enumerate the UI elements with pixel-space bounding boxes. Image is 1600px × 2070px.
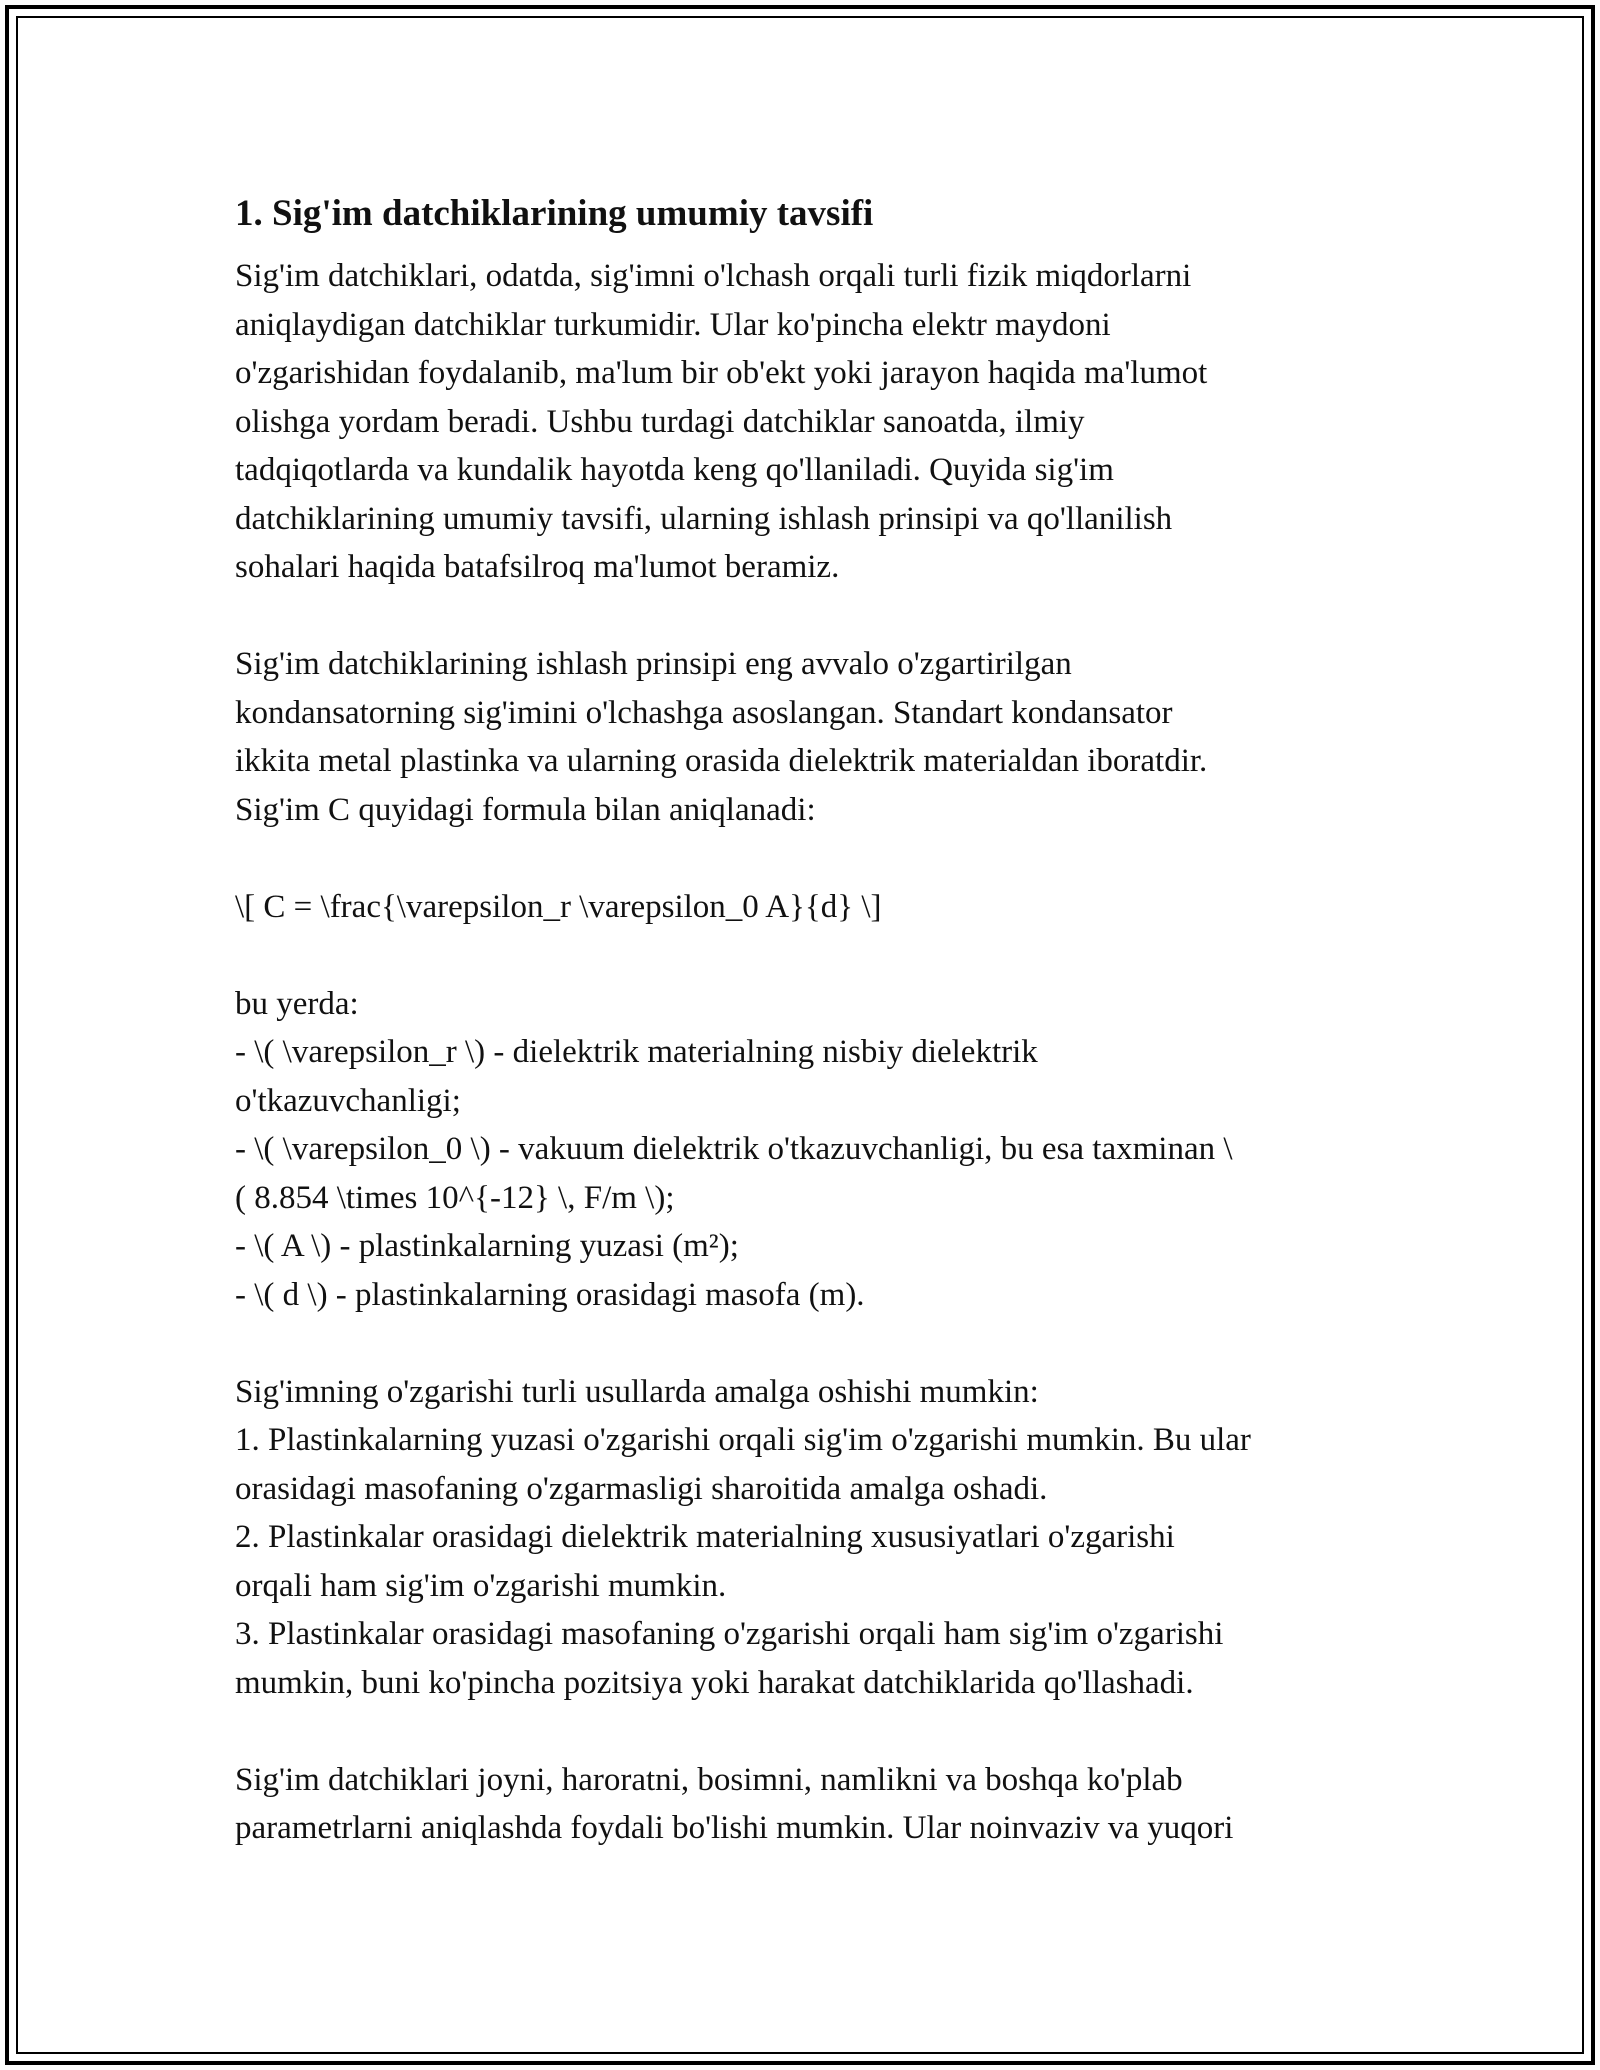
text-line: ikkita metal plastinka va ularning orasida dielektrik materialdan iboratdir. xyxy=(235,743,1208,779)
text-line: Sig'im datchiklari joyni, haroratni, bosimni, namlikni va boshqa ko'plab xyxy=(235,1761,1183,1798)
text-line: tadqiqotlarda va kundalik hayotda keng qo'llaniladi. Quyida sig'im xyxy=(235,452,1114,488)
text-line: orqali ham sig'im o'zgarishi mumkin. xyxy=(235,1567,727,1604)
text-line: kondansatorning sig'imini o'lchashga asoslangan. Standart kondansator xyxy=(235,694,1173,731)
text-line: olishga yordam beradi. Ushbu turdagi datchiklar sanoatda, ilmiy xyxy=(235,403,1085,440)
blank-line xyxy=(235,931,1385,980)
text-line: datchiklarining umumiy tavsifi, ularning ishlash prinsipi va qo'llanilish xyxy=(235,500,1173,537)
text-line: mumkin, buni ko'pincha pozitsiya yoki harakat datchiklarida qo'llashadi. xyxy=(235,1664,1194,1701)
text-line: Sig'im datchiklari, odatda, sig'imni o'lchash orqali turli fizik miqdorlarni xyxy=(235,258,1192,294)
text-line: Sig'im C quyidagi formula bilan aniqlanadi: xyxy=(235,791,816,828)
text-line: 1. Plastinkalarning yuzasi o'zgarishi orqali sig'im o'zgarishi mumkin. Bu ular xyxy=(235,1422,1251,1458)
blank-line xyxy=(235,1707,1385,1756)
text-line: Sig'im datchiklarining ishlash prinsipi eng avvalo o'zgartirilgan xyxy=(235,646,1072,682)
text-line: bu yerda: xyxy=(235,985,359,1022)
text-line: ( 8.854 \times 10^{-12} \, F/m \); xyxy=(235,1179,675,1216)
text-line: parametrlarni aniqlashda foydali bo'lishi mumkin. Ular noinvaziv va yuqori xyxy=(235,1810,1234,1846)
text-line: o'zgarishidan foydalanib, ma'lum bir ob'ekt yoki jarayon haqida ma'lumot xyxy=(235,355,1208,391)
blank-line xyxy=(235,592,1385,641)
text-line: aniqlaydigan datchiklar turkumidir. Ular ko'pincha elektr maydoni xyxy=(235,306,1111,343)
text-line: - \( A \) - plastinkalarning yuzasi (m²); xyxy=(235,1228,739,1264)
blank-line xyxy=(235,834,1385,883)
text-line: - \( \varepsilon_0 \) - vakuum dielektrik o'tkazuvchanligi, bu esa taxminan \ xyxy=(235,1131,1233,1167)
text-line: o'tkazuvchanligi; xyxy=(235,1082,461,1119)
text-line: 2. Plastinkalar orasidagi dielektrik materialning xususiyatlari o'zgarishi xyxy=(235,1519,1175,1555)
text-line: sohalari haqida batafsilroq ma'lumot beramiz. xyxy=(235,549,840,585)
text-line: \[ C = \frac{\varepsilon_r \varepsilon_0 A}{d} \] xyxy=(235,888,882,925)
section-heading: 1. Sig'im datchiklarining umumiy tavsifi xyxy=(235,193,874,234)
text-line: - \( \varepsilon_r \) - dielektrik materialning nisbiy dielektrik xyxy=(235,1034,1038,1070)
document-body xyxy=(235,186,1385,1853)
text-line: Sig'imning o'zgarishi turli usullarda amalga oshishi mumkin: xyxy=(235,1373,1039,1410)
text-line: 3. Plastinkalar orasidagi masofaning o'zgarishi orqali ham sig'im o'zgarishi xyxy=(235,1616,1224,1652)
body-text xyxy=(235,252,1385,1853)
text-line: orasidagi masofaning o'zgarmasligi sharoitida amalga oshadi. xyxy=(235,1470,1048,1507)
text-line: - \( d \) - plastinkalarning orasidagi masofa (m). xyxy=(235,1276,865,1313)
blank-line xyxy=(235,1319,1385,1368)
